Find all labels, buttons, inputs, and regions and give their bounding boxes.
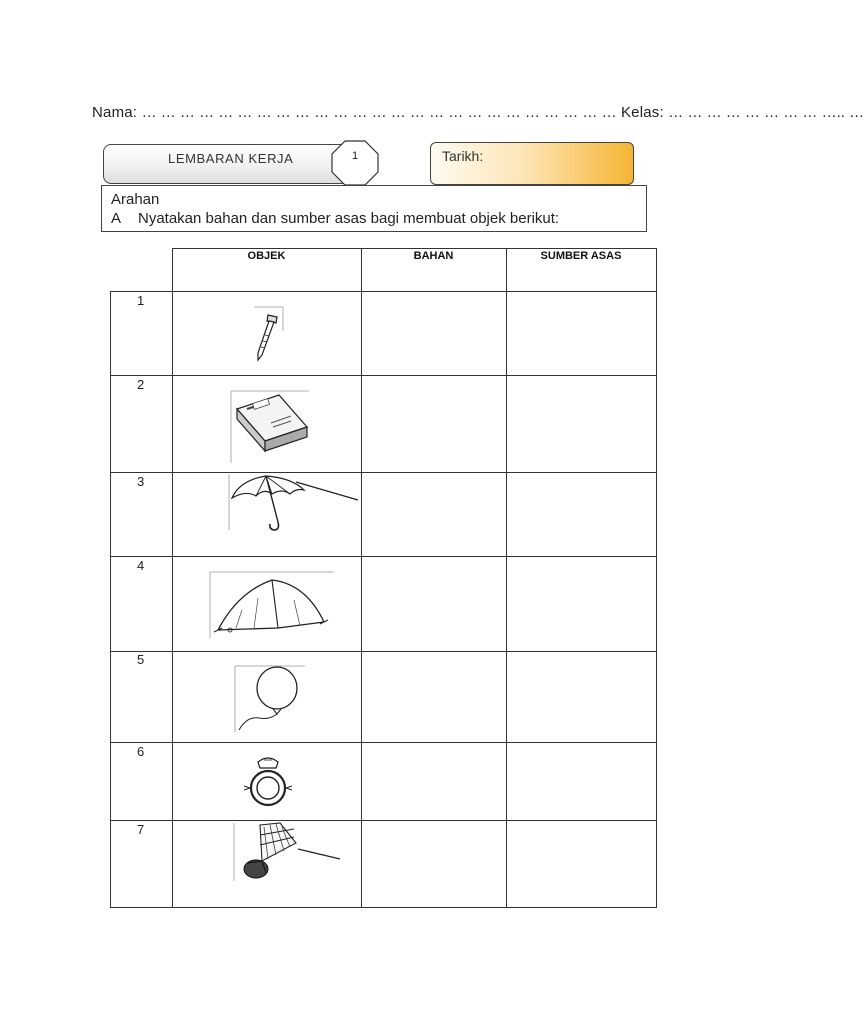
instructions-heading: Arahan xyxy=(111,191,160,208)
row-number: 5 xyxy=(137,652,145,667)
column-header-objek: OBJEK xyxy=(247,250,286,262)
tent-icon xyxy=(208,570,336,640)
column-header-sumber-asas: SUMBER ASAS xyxy=(540,250,622,262)
balloon-icon xyxy=(233,664,307,734)
row-number: 6 xyxy=(137,744,145,759)
kelas-label: Kelas: xyxy=(620,104,664,121)
ring-icon xyxy=(240,752,296,810)
row-number: 1 xyxy=(137,293,145,308)
row-number: 2 xyxy=(137,377,145,392)
nama-label: Nama: xyxy=(92,104,138,121)
row-number: 4 xyxy=(137,558,145,573)
instruction-text: Nyatakan bahan dan sumber asas bagi membuat objek berikut: xyxy=(138,210,560,227)
book-icon xyxy=(229,389,311,465)
kelas-field[interactable]: … … … … … … … … ….. … xyxy=(668,104,864,121)
row-number: 3 xyxy=(137,474,145,489)
nama-field[interactable]: … … … … … … … … … … … … … … … … … … … … … … … … … xyxy=(141,104,617,121)
instruction-letter: A xyxy=(111,210,122,227)
row-number: 7 xyxy=(137,822,145,837)
nail-icon xyxy=(250,305,290,365)
worksheet-title: LEMBARAN KERJA xyxy=(168,151,294,166)
date-label: Tarikh: xyxy=(442,148,484,164)
umbrella-icon xyxy=(226,472,362,532)
worksheet-number: 1 xyxy=(351,150,359,162)
column-header-bahan: BAHAN xyxy=(413,250,454,262)
shuttlecock-icon xyxy=(232,821,344,883)
